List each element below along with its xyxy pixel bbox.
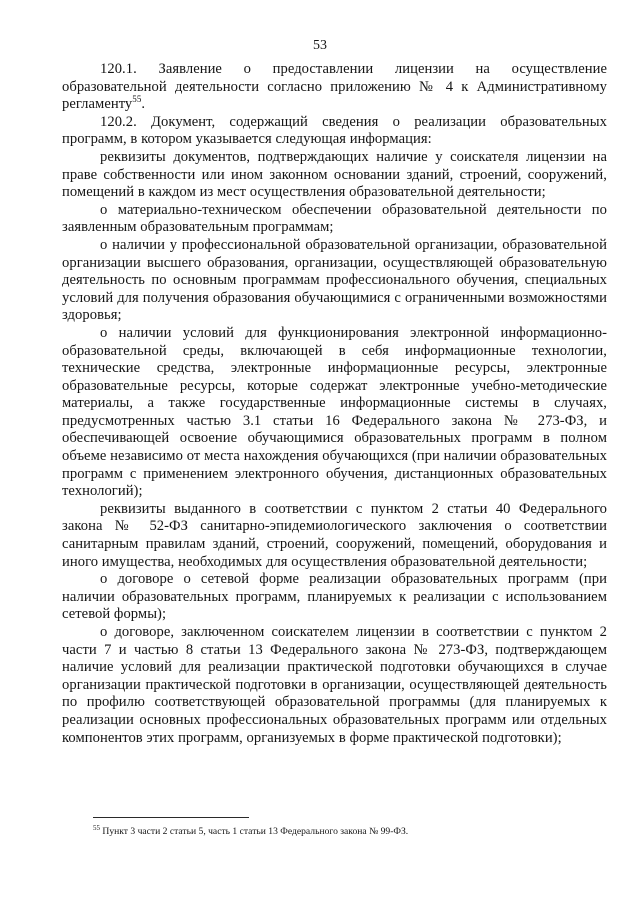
page-number: 53	[313, 38, 327, 53]
body-text	[62, 61, 607, 747]
paragraph-120-1	[62, 61, 607, 114]
footnote-divider	[93, 817, 249, 818]
paragraph-trail: .	[141, 96, 146, 113]
footnote-reference[interactable]: 55	[132, 94, 142, 105]
footnote-mark: 55	[93, 823, 100, 832]
list-item: реквизиты выданного в соответствии с пунктом 2 статьи 40 Федерального закона № 52-ФЗ санитарно-эпидемиологического заключения о соответствии санитарным правилам зданий, строений, сооружений, помещений, оборудования и иного имущества, необходимых для осуществления образовательной деятельности;	[62, 500, 607, 570]
paragraph-text: 120.1. Заявление о предоставлении лицензии на осуществление образовательной деятельности согласно приложению № 4 к Административному регламенту	[62, 61, 607, 113]
list-item: о наличии условий для функционирования электронной информационно-образовательной среды, включающей в себя информационные технологии, технические средства, электронные информационные ресурсы, электронные образовательные ресурсы, которые содержат электронные учебно-методические материалы, а также государственные информационные системы в случаях, предусмотренных частью 3.1 статьи 16 Федерального закона № 273-ФЗ, и обеспечивающей освоение обучающимися образовательных программ в полном объеме независимо от места нахождения обучающихся (при наличии образовательных программ с применением электронного обучения, дистанционных образовательных технологий);	[62, 324, 607, 500]
list-item: о договоре о сетевой форме реализации образовательных программ (при наличии образовательных программ, планируемых к реализации с использованием сетевой формы);	[62, 571, 607, 623]
footnote-text: Пункт 3 части 2 статьи 5, часть 1 статьи 13 Федерального закона № 99-ФЗ.	[100, 826, 409, 837]
list-item: реквизиты документов, подтверждающих наличие у соискателя лицензии на праве собственности или ином законном основании зданий, строений, сооружений, помещений в каждом из мест осуществления образовательной деятельности;	[62, 148, 607, 201]
list-item: о наличии у профессиональной образовательной организации, образовательной организации высшего образования, организации, осуществляющей образовательную деятельность по основным программам профессионального обучения, специальных условий для получения образования обучающимися с ограниченными возможностями здоровья;	[62, 236, 607, 324]
footnote	[93, 823, 608, 838]
paragraph-120-2: 120.2. Документ, содержащий сведения о реализации образовательных программ, в котором указывается следующая информация:	[62, 113, 607, 148]
list-item: о договоре, заключенном соискателем лицензии в соответствии с пунктом 2 части 7 и частью 8 статьи 13 Федерального закона № 273-ФЗ, подтверждающем наличие условий для реализации практической подготовки обучающихся в случае организации практической подготовки в организации, осуществляющей деятельность по профилю соответствующей образовательной программы (для планируемых к реализации основных профессиональных образовательных программ или отдельных компонентов этих программ, организуемых в форме практической подготовки);	[62, 624, 607, 746]
list-item: о материально-техническом обеспечении образовательной деятельности по заявленным образовательным программам;	[62, 201, 607, 236]
